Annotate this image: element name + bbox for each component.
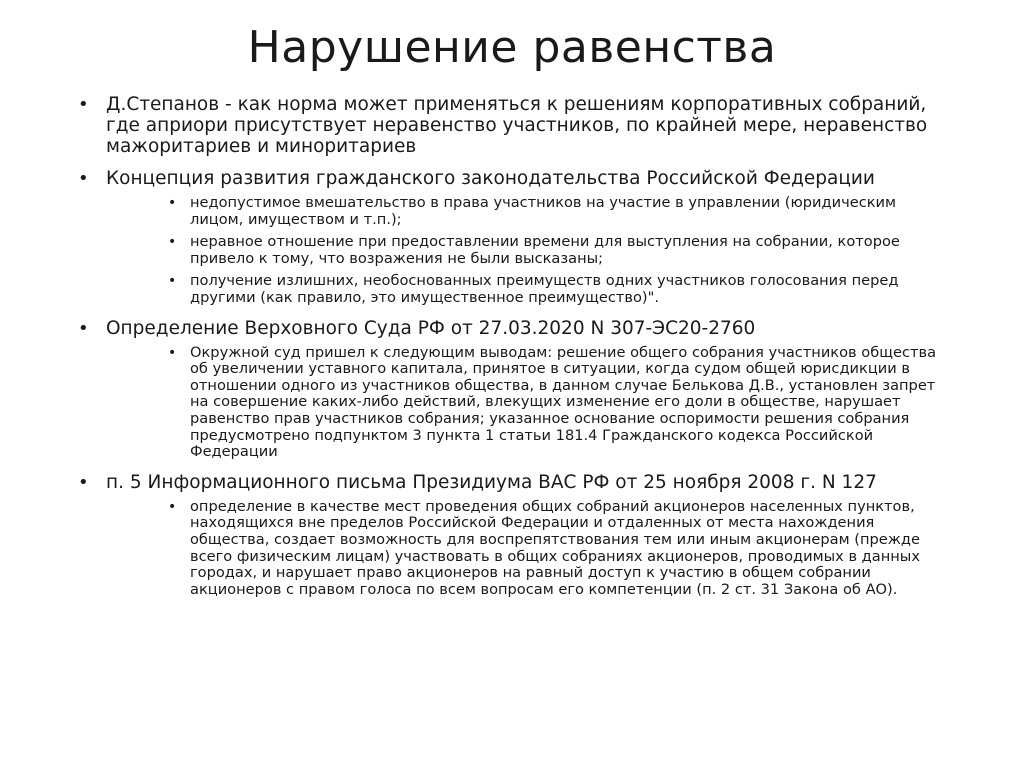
bullet-list: [70, 94, 950, 609]
bullet-item: [70, 94, 950, 157]
bullet-text: Определение Верховного Суда РФ от 27.03.2020 N 307-ЭС20-2760: [106, 317, 756, 339]
sub-bullet-item: [106, 345, 950, 461]
bullet-dot-icon: •: [78, 94, 89, 115]
bullet-dot-icon: •: [78, 168, 89, 189]
sub-bullet-dot-icon: •: [168, 234, 177, 251]
sub-bullet-list: [106, 499, 950, 599]
sub-bullet-text: Окружной суд пришел к следующим выводам: решение общего собрания участников общества об увеличении уставного капитала, принятое в ситуации, когда судом общей юрисдикции в отношении одного из участников общества, в данном случае Белькова Д.В., установлен запрет на совершение каких-либо действий, влекущих изменение его доли в обществе, нарушает равенство прав участников собрания; указанное основание оспоримости решения собрания предусмотрено подпунктом 3 пункта 1 статьи 181.4 Гражданского кодекса Российской Федерации: [190, 343, 937, 461]
sub-bullet-text: недопустимое вмешательство в права участников на участие в управлении (юридическим лицом, имуществом и т.п.);: [190, 194, 897, 228]
sub-bullet-list: [106, 195, 950, 307]
sub-bullet-dot-icon: •: [168, 195, 177, 211]
bullet-item: [70, 168, 950, 307]
bullet-item: [70, 318, 950, 461]
sub-bullet-dot-icon: •: [168, 273, 177, 290]
bullet-dot-icon: •: [78, 471, 89, 493]
slide-title: Нарушение равенства: [247, 22, 777, 73]
bullet-item: [70, 472, 950, 599]
sub-bullet-item: [106, 234, 950, 267]
sub-bullet-text: неравное отношение при предоставлении времени для выступления на собрании, которое привело к тому, что возражения не были высказаны;: [190, 233, 900, 267]
bullet-text: Концепция развития гражданского законодательства Российской Федерации: [106, 168, 875, 189]
sub-bullet-dot-icon: •: [168, 344, 177, 361]
sub-bullet-item: [106, 195, 950, 228]
sub-bullet-item: [106, 499, 950, 599]
sub-bullet-text: получение излишних, необоснованных преимуществ одних участников голосования перед другими (как правило, это имущественное преимущество)".: [190, 272, 899, 306]
bullet-dot-icon: •: [78, 317, 89, 339]
bullet-text: Д.Степанов - как норма может применяться к решениям корпоративных собраний, где априори присутствует неравенство участников, по крайней мере, неравенство мажоритариев и миноритариев: [106, 94, 928, 157]
sub-bullet-list: [106, 345, 950, 461]
sub-bullet-text: определение в качестве мест проведения общих собраний акционеров населенных пунктов, находящихся вне пределов Российской Федерации и отдаленных от места нахождения общества, создает возможность для воспрепятствования тем или иным акционерам (прежде всего физическим лицам) участвовать в общих собраниях акционеров, проводимых в данных городах, и нарушает право акционеров на равный доступ к участию в общем собрании акционеров с правом голоса по всем вопросам его компетенции (п. 2 ст. 31 Закона об АО).: [190, 497, 920, 598]
sub-bullet-dot-icon: •: [168, 498, 177, 515]
sub-bullet-item: [106, 273, 950, 306]
bullet-text: п. 5 Информационного письма Президиума ВАС РФ от 25 ноября 2008 г. N 127: [106, 471, 877, 493]
